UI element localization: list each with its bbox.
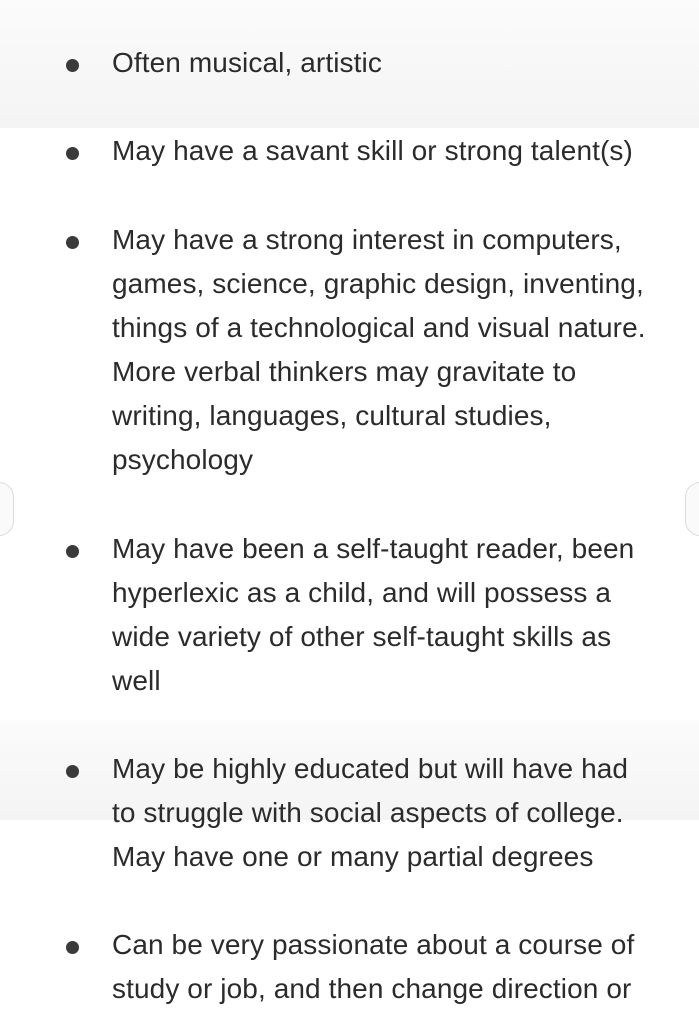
- bullet-icon: [66, 545, 79, 558]
- list-item-text: May be highly educated but will have had to struggle with social aspects of college. May have one or many partial degrees: [112, 753, 629, 872]
- next-page-handle[interactable]: [685, 482, 699, 536]
- bullet-icon: [66, 941, 79, 954]
- list-item-text: May have a savant skill or strong talent(s): [112, 135, 633, 166]
- bullet-icon: [66, 147, 79, 160]
- bullet-icon: [66, 765, 79, 778]
- list-item-text: May have a strong interest in computers, games, science, graphic design, inventing, things of a technological and visual nature. More verbal thinkers may gravitate to writing, languages, cultural studies, psychology: [112, 224, 646, 475]
- list-item-text: May have been a self-taught reader, been hyperlexic as a child, and will possess a wide variety of other self-taught skills as well: [112, 533, 635, 696]
- bullet-icon: [66, 236, 79, 249]
- list-item-text: Can be very passionate about a course of study or job, and then change direction or: [112, 929, 635, 1004]
- previous-page-handle[interactable]: [0, 482, 14, 536]
- bullet-icon: [66, 59, 79, 72]
- list-item-text: Often musical, artistic: [112, 47, 382, 78]
